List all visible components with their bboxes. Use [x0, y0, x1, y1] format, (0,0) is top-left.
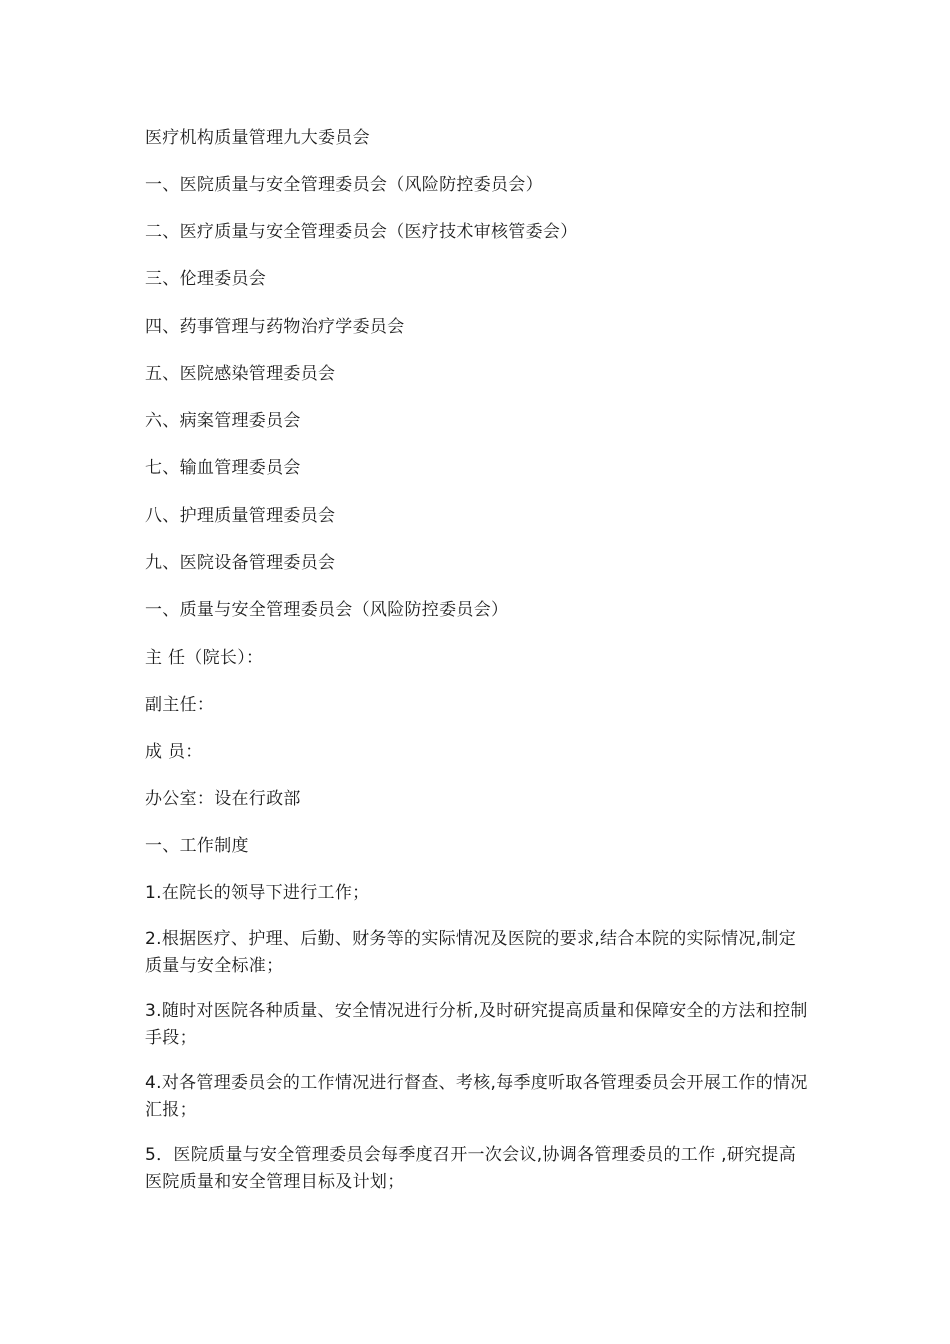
rule-item: 3.随时对医院各种质量、安全情况进行分析,及时研究提高质量和保障安全的方法和控制手段； [145, 1001, 808, 1048]
rule-item: 4.对各管理委员会的工作情况进行督查、考核,每季度听取各管理委员会开展工作的情况汇报； [145, 1073, 808, 1120]
members-field: 成 员： [145, 742, 203, 762]
committee-item: 五、医院感染管理委员会 [145, 364, 336, 384]
committee-item: 八、护理质量管理委员会 [145, 506, 336, 526]
committee-item: 三、伦理委员会 [145, 269, 267, 289]
deputy-field: 副主任： [145, 695, 215, 715]
document-title: 医疗机构质量管理九大委员会 [145, 128, 370, 148]
committee-item: 六、病案管理委员会 [145, 411, 301, 431]
director-field: 主 任（院长）： [145, 648, 264, 668]
committee-item: 七、输血管理委员会 [145, 458, 301, 478]
rule-item: 2.根据医疗、护理、后勤、财务等的实际情况及医院的要求,结合本院的实际情况,制定质量与安全标准； [145, 929, 797, 976]
office-field: 办公室：设在行政部 [145, 789, 301, 809]
section-heading: 一、质量与安全管理委员会（风险防控委员会） [145, 600, 509, 620]
committee-item: 四、药事管理与药物治疗学委员会 [145, 317, 405, 337]
rule-item: 5．医院质量与安全管理委员会每季度召开一次会议,协调各管理委员的工作 ,研究提高医院质量和安全管理目标及计划； [145, 1145, 797, 1192]
committee-item: 二、医疗质量与安全管理委员会（医疗技术审核管委会） [145, 222, 578, 242]
committee-item: 一、医院质量与安全管理委员会（风险防控委员会） [145, 175, 543, 195]
rules-heading: 一、工作制度 [145, 836, 249, 856]
rule-item: 1.在院长的领导下进行工作； [145, 883, 370, 903]
committee-item: 九、医院设备管理委员会 [145, 553, 336, 573]
